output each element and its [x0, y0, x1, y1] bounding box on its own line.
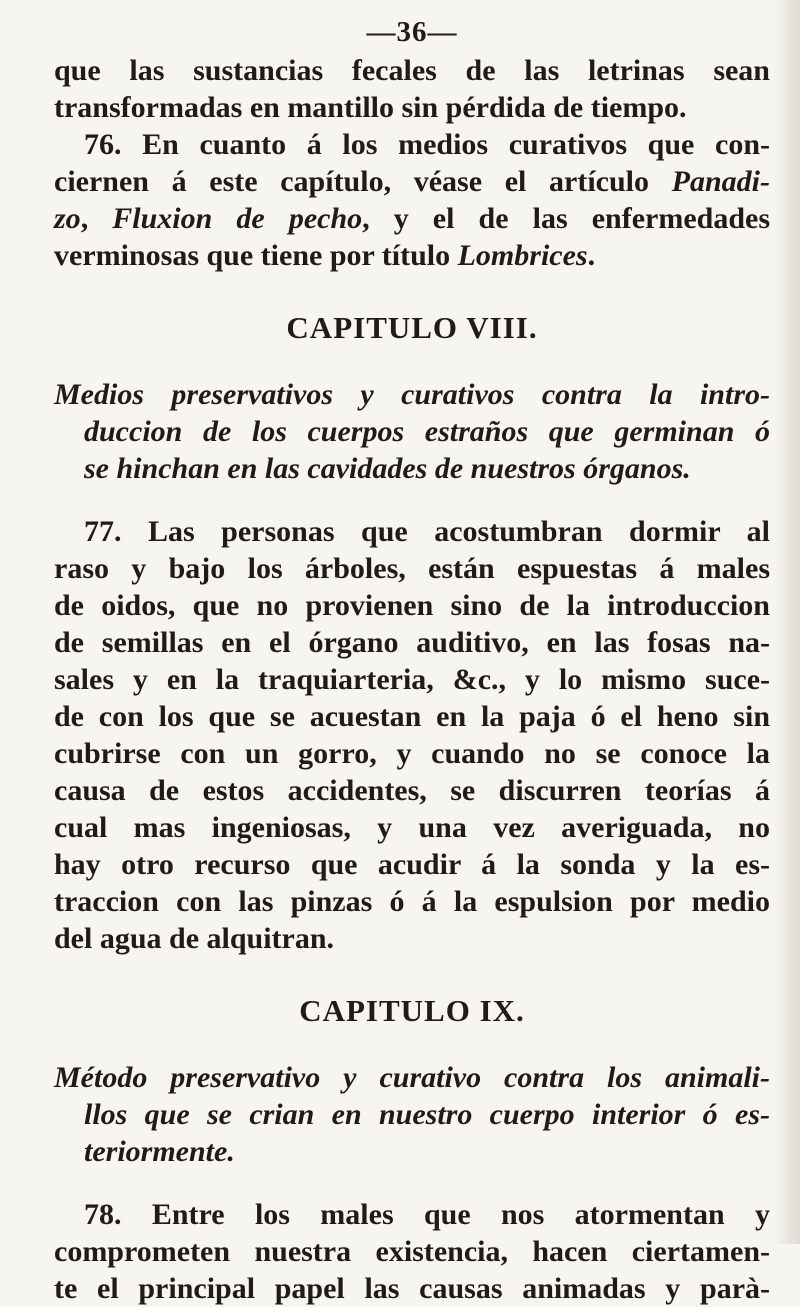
text-run: ciernen á este capítulo, véase el artículo	[54, 165, 672, 198]
text-line	[54, 200, 770, 237]
text-line	[54, 237, 770, 274]
text-run: , y el de las enfermedades	[362, 202, 771, 235]
chapter-subtitle-9	[54, 1059, 770, 1170]
text-line: causa de estos accidentes, se discurren teorías á	[54, 774, 770, 807]
subtitle-line: teriormente.	[84, 1135, 235, 1168]
subtitle-line: Método preservativo y curativo contra los animali-	[54, 1061, 770, 1094]
text-line: traccion con las pinzas ó á la espulsion por medio	[54, 885, 770, 918]
article-reference: zo	[54, 202, 81, 235]
text-line: de con los que se acuestan en la paja ó el heno sin	[54, 700, 770, 733]
text-line: de semillas en el órgano auditivo, en las fosas na-	[54, 626, 770, 659]
article-reference: Panadi-	[671, 165, 770, 198]
intro-paragraph	[54, 52, 770, 126]
text-line: cual mas ingeniosas, y una vez averiguada, no	[54, 811, 770, 844]
text-line: transformadas en mantillo sin pérdida de tiempo.	[54, 91, 687, 124]
article-reference: Fluxion de pecho	[112, 202, 363, 235]
text-line: sales y en la traquiarteria, &c., y lo mismo suce-	[54, 663, 770, 696]
text-line: cubrirse con un gorro, y cuando no se conoce la	[54, 737, 770, 770]
subtitle-line: se hinchan en las cavidades de nuestros órganos.	[84, 452, 691, 485]
text-line: del agua de alquitran.	[54, 922, 335, 955]
chapter-heading-8: CAPITULO VIII.	[286, 310, 538, 345]
text-line: 77. Las personas que acostumbran dormir al	[84, 515, 770, 548]
page-number: —36—	[366, 16, 458, 48]
text-line: 78. Entre los males que nos atormentan y	[84, 1198, 770, 1231]
text-run: ,	[80, 202, 113, 235]
text-line: te el principal papel las causas animadas y parà-	[54, 1272, 770, 1305]
subtitle-line: llos que se crian en nuestro cuerpo interior ó es-	[84, 1098, 770, 1131]
paragraph-76	[54, 126, 770, 274]
subtitle-line: Medios preservativos y curativos contra la intro-	[54, 378, 770, 411]
text-line: raso y bajo los árboles, están espuestas á males	[54, 552, 770, 585]
text-line: que las sustancias fecales de las letrinas sean	[54, 54, 770, 87]
text-line: 76. En cuanto á los medios curativos que con-	[84, 128, 770, 161]
subtitle-line: duccion de los cuerpos estraños que germinan ó	[84, 415, 770, 448]
paragraph-78	[54, 1196, 770, 1307]
text-line: comprometen nuestra existencia, hacen ciertamen-	[54, 1235, 770, 1268]
text-line: de oidos, que no provienen sino de la introduccion	[54, 589, 770, 622]
chapter-subtitle-8	[54, 376, 770, 487]
text-run: verminosas que tiene por título	[54, 239, 458, 272]
paragraph-77	[54, 513, 770, 957]
text-run: .	[587, 239, 596, 272]
text-line	[54, 163, 770, 200]
text-line: hay otro recurso que acudir á la sonda y la es-	[54, 848, 770, 881]
page-edge-shadow	[774, 0, 800, 1244]
chapter-heading-9: CAPITULO IX.	[299, 993, 525, 1028]
article-reference: Lombrices	[457, 239, 588, 272]
